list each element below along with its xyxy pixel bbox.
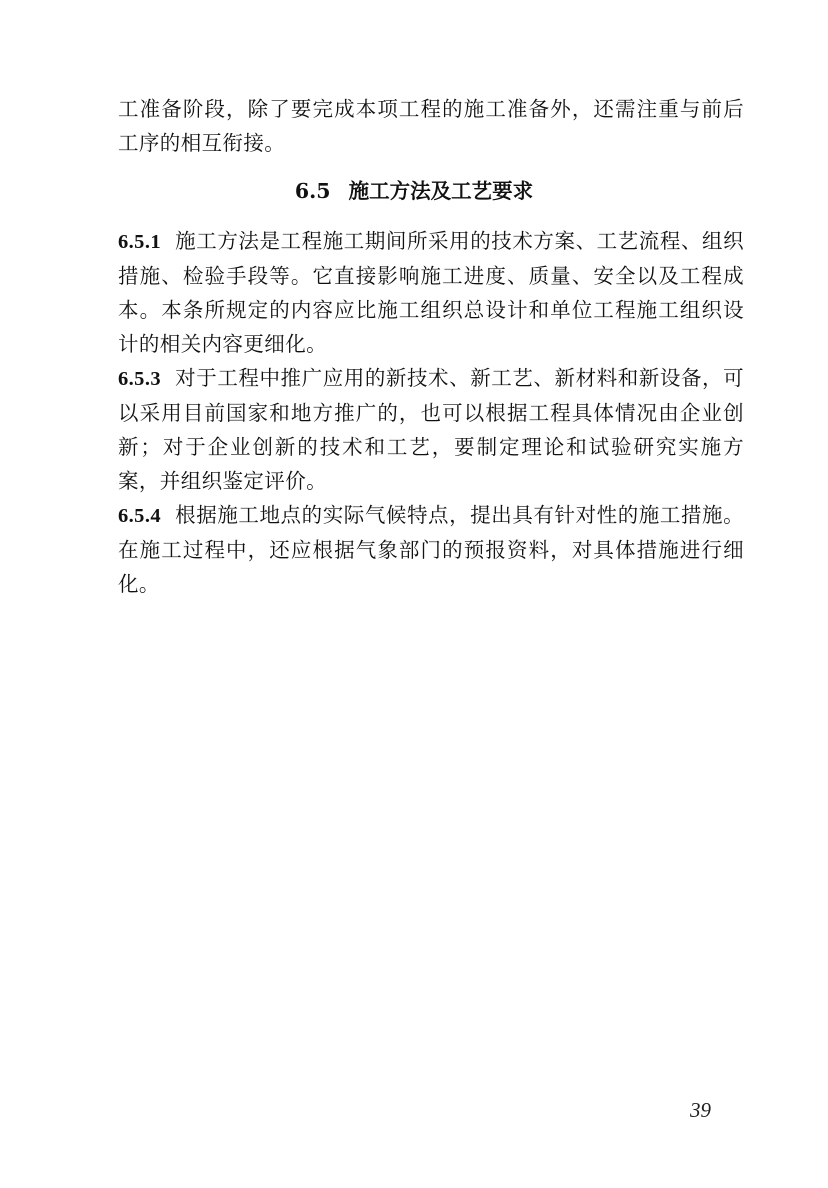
clause-list (118, 224, 744, 601)
clause-6-5-4 (118, 498, 744, 601)
clause-6-5-3 (118, 361, 744, 498)
intro-paragraph: 工准备阶段，除了要完成本项工程的施工准备外，还需注重与前后工序的相互衔接。 (118, 97, 744, 155)
clause-text: 对于工程中推广应用的新技术、新工艺、新材料和新设备，可以采用目前国家和地方推广的，也可以根据工程具体情况由企业创新；对于企业创新的技术和工艺，要制定理论和试验研究实施方案，并组织鉴定评价。 (118, 366, 744, 493)
clause-text: 施工方法是工程施工期间所采用的技术方案、工艺流程、组织措施、检验手段等。它直接影响施工进度、质量、安全以及工程成本。本条所规定的内容应比施工组织总设计和单位工程施工组织设计的相关内容更细化。 (118, 229, 744, 356)
clause-6-5-1 (118, 224, 744, 361)
section-title: 施工方法及工艺要求 (348, 179, 534, 203)
clause-text: 根据施工地点的实际气候特点，提出具有针对性的施工措施。在施工过程中，还应根据气象部门的预报资料，对具体措施进行细化。 (118, 503, 744, 596)
section-number: 6.5 (294, 179, 331, 203)
clause-number: 6.5.3 (118, 368, 161, 390)
clause-number: 6.5.1 (118, 231, 161, 253)
page-number: 39 (690, 1098, 711, 1122)
section-heading (0, 174, 828, 208)
clause-number: 6.5.4 (118, 505, 161, 527)
